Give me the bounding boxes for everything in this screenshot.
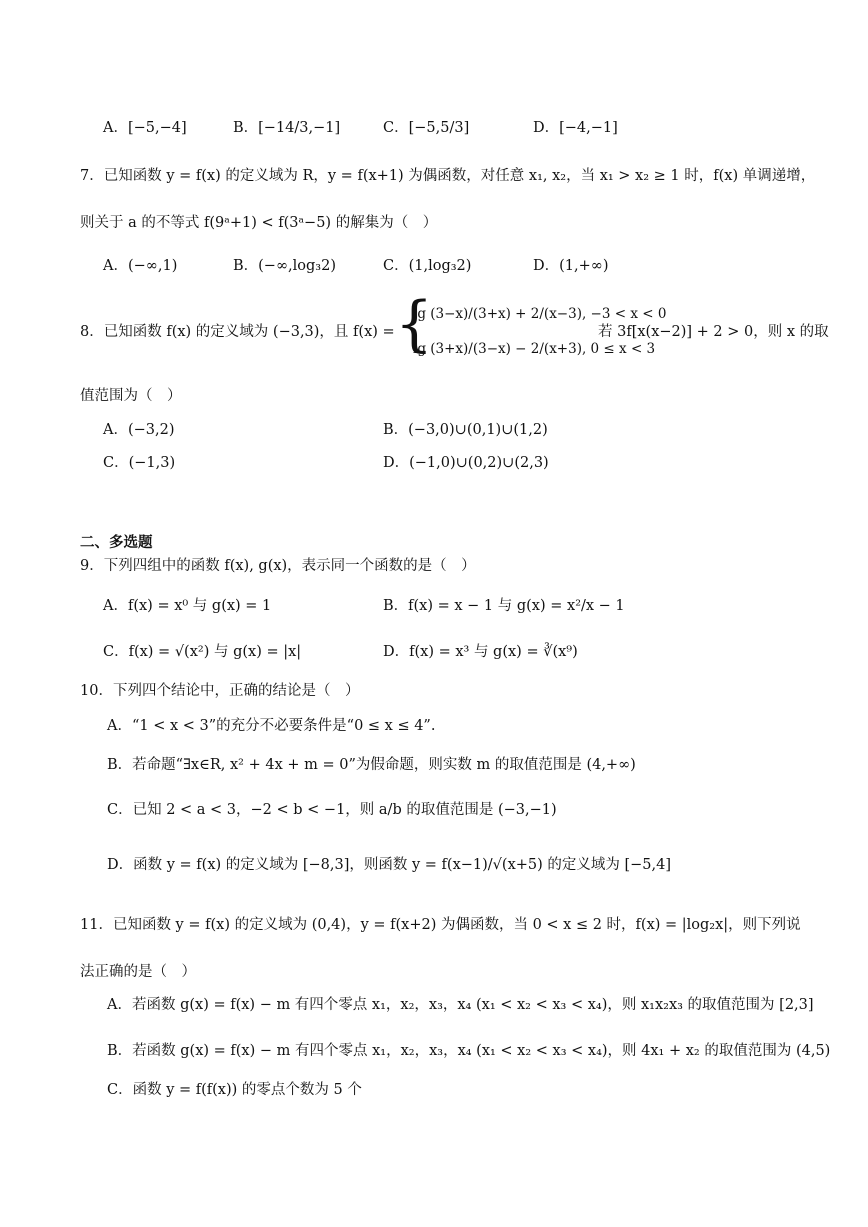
q7-stem-line2: 则关于 a 的不等式 f(9ᵃ+1) < f(3ᵃ−5) 的解集为（ ） bbox=[80, 215, 438, 231]
q10-stem: 10．下列四个结论中，正确的结论是（ ） bbox=[80, 683, 360, 699]
section-heading: 二、多选题 bbox=[80, 535, 153, 551]
q6-option-c: C．[−5,5/3] bbox=[383, 120, 470, 136]
q6-option-d: D．[−4,−1] bbox=[533, 120, 618, 136]
q9-option-c: C．f(x) = √(x²) 与 g(x) = |x| bbox=[103, 644, 302, 660]
q11-stem-line2: 法正确的是（ ） bbox=[80, 964, 196, 980]
q7-stem-line1: 7．已知函数 y = f(x) 的定义域为 R，y = f(x+1) 为偶函数，对任意 x₁, x₂，当 x₁ > x₂ ≥ 1 时，f(x) 单调递增， bbox=[80, 168, 816, 184]
q9-option-d: D．f(x) = x³ 与 g(x) = ∛(x⁹) bbox=[383, 644, 578, 660]
q8-option-d: D．(−1,0)∪(0,2)∪(2,3) bbox=[383, 455, 549, 471]
q10-option-c: C．已知 2 < a < 3，−2 < b < −1，则 a/b 的取值范围是 (−3,−1) bbox=[107, 802, 557, 818]
q7-option-a: A．(−∞,1) bbox=[103, 258, 178, 274]
q8-stem-line2: 值范围为（ ） bbox=[80, 388, 182, 404]
q10-option-b: B．若命题“∃x∈R, x² + 4x + m = 0”为假命题，则实数 m 的取值范围是 (4,+∞) bbox=[107, 757, 636, 773]
q8-piece-2: lg (3+x)/(3−x) − 2/(x+3), 0 ≤ x < 3 bbox=[413, 341, 656, 357]
q9-stem: 9．下列四组中的函数 f(x), g(x)，表示同一个函数的是（ ） bbox=[80, 558, 476, 574]
q7-option-b: B．(−∞,log₃2) bbox=[233, 258, 336, 274]
q11-option-b: B．若函数 g(x) = f(x) − m 有四个零点 x₁，x₂，x₃，x₄ (x₁ < x₂ < x₃ < x₄)，则 4x₁ + x₂ 的取值范围为 (4,5) bbox=[107, 1043, 831, 1059]
q9-option-a: A．f(x) = x⁰ 与 g(x) = 1 bbox=[103, 598, 272, 614]
q8-stem-suffix: 若 3f[x(x−2)] + 2 > 0，则 x 的取 bbox=[598, 324, 829, 340]
q8-option-c: C．(−1,3) bbox=[103, 455, 176, 471]
q8-piece-1: lg (3−x)/(3+x) + 2/(x−3), −3 < x < 0 bbox=[413, 306, 667, 322]
q8-option-a: A．(−3,2) bbox=[103, 422, 175, 438]
q10-option-a: A．“1 < x < 3”的充分不必要条件是“0 ≤ x ≤ 4”. bbox=[107, 718, 436, 734]
q9-option-b: B．f(x) = x − 1 与 g(x) = x²/x − 1 bbox=[383, 598, 625, 614]
q11-stem-line1: 11．已知函数 y = f(x) 的定义域为 (0,4)，y = f(x+2) 为偶函数，当 0 < x ≤ 2 时，f(x) = |log₂x|，则下列说 bbox=[80, 917, 801, 933]
q8-option-b: B．(−3,0)∪(0,1)∪(1,2) bbox=[383, 422, 548, 438]
q10-option-d: D．函数 y = f(x) 的定义域为 [−8,3]，则函数 y = f(x−1)/√(x+5) 的定义域为 [−5,4] bbox=[107, 857, 672, 873]
q11-option-c: C．函数 y = f(f(x)) 的零点个数为 5 个 bbox=[107, 1082, 362, 1098]
q6-option-b: B．[−14/3,−1] bbox=[233, 120, 341, 136]
q8-stem-prefix: 8．已知函数 f(x) 的定义域为 (−3,3)，且 f(x) = bbox=[80, 324, 395, 340]
q7-option-d: D．(1,+∞) bbox=[533, 258, 609, 274]
q11-option-a: A．若函数 g(x) = f(x) − m 有四个零点 x₁，x₂，x₃，x₄ (x₁ < x₂ < x₃ < x₄)，则 x₁x₂x₃ 的取值范围为 [2,3] bbox=[107, 997, 814, 1013]
q7-option-c: C．(1,log₃2) bbox=[383, 258, 472, 274]
piecewise-brace: { bbox=[395, 289, 434, 359]
q6-option-a: A．[−5,−4] bbox=[103, 120, 187, 136]
